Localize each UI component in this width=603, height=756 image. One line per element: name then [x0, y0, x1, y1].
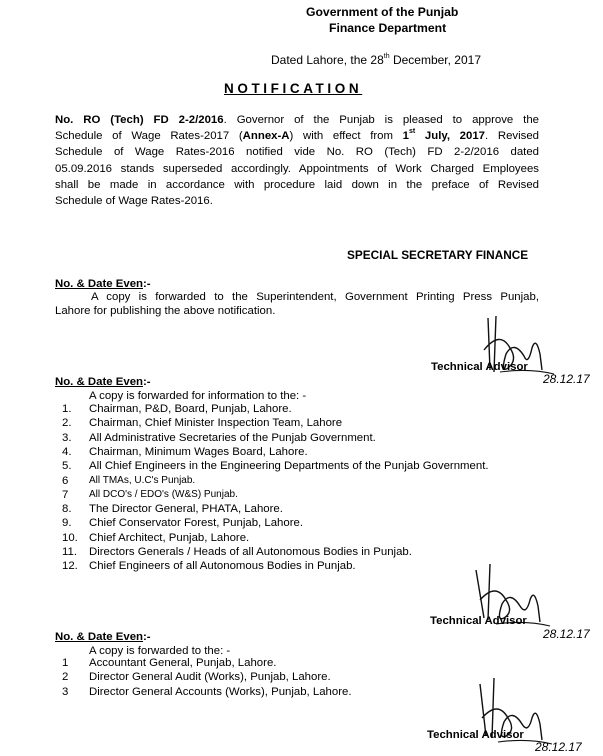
endorsement-heading: No. & Date Even:- — [55, 631, 151, 643]
endorsement-heading: No. & Date Even:- — [55, 376, 151, 388]
endorsement2-intro: A copy is forwarded for information to the: - — [89, 390, 307, 402]
notification-line: No. RO (Tech) FD 2-2/2016. Governor of the Punjab is pleased to approve the — [55, 114, 539, 126]
list-item: Chief Conservator Forest, Punjab, Lahore. — [89, 517, 304, 530]
list-item-number: 2 — [62, 671, 69, 684]
notification-line: shall be made in accordance with procedure laid down in the preface of Revised — [55, 178, 539, 191]
list-item: Director General Accounts (Works), Punjab, Lahore. — [89, 685, 352, 698]
list-item-number: 1. — [62, 403, 72, 415]
list-item: Chairman, Chief Minister Inspection Team, Lahore — [89, 417, 343, 430]
list-item-number: 7 — [62, 488, 69, 501]
notification-title: NOTIFICATION — [224, 81, 363, 96]
list-item: Chairman, P&D, Board, Punjab, Lahore. — [89, 403, 292, 415]
list-item-number: 6 — [62, 474, 69, 487]
list-item: Accountant General, Punjab, Lahore. — [89, 657, 277, 669]
list-item: Directors Generals / Heads of all Autonomous Bodies in Punjab. — [89, 546, 412, 558]
endorsement1-body: A copy is forwarded to the Superintendent, Government Printing Press Punjab, Lahore for publishing the above notification. — [55, 291, 539, 317]
list-item-number: 10. — [62, 531, 78, 544]
notification-line: 05.09.2016 stands superseded accordingly. Appointments of Work Charged Employees — [55, 162, 539, 175]
signature-date-1: 28.12.17 — [543, 372, 590, 386]
list-item-number: 9. — [62, 517, 72, 530]
list-item-number: 11. — [62, 546, 77, 558]
signer-title-1: Technical Advisor — [431, 361, 528, 373]
notification-line: Schedule of Wage Rates-2016 notified vide No. RO (Tech) FD 2-2/2016 dated — [55, 146, 539, 159]
endorsement-heading: No. & Date Even:- — [55, 278, 151, 290]
signatory: SPECIAL SECRETARY FINANCE — [347, 248, 529, 262]
list-item-number: 12. — [62, 560, 78, 573]
list-item: The Director General, PHATA, Lahore. — [89, 503, 283, 516]
list-item: Chairman, Minimum Wages Board, Lahore. — [89, 445, 308, 458]
list-item: All Administrative Secretaries of the Punjab Government. — [89, 431, 376, 444]
list-item: All TMAs, U.C's Punjab. — [89, 474, 196, 486]
notification-line: Schedule of Wage Rates-2016. — [55, 194, 213, 207]
list-item-number: 5. — [62, 460, 72, 473]
notification-line: Schedule of Wage Rates-2017 (Annex-A) with effect from 1st July, 2017. Revised — [55, 128, 539, 143]
government-title: Government of the Punjab — [306, 5, 459, 19]
notification-body — [55, 112, 539, 209]
list-item-number: 3 — [62, 685, 69, 698]
signer-title-3: Technical Advisor — [427, 729, 524, 741]
department-title: Finance Department — [329, 21, 447, 35]
list-item-number: 3. — [62, 431, 72, 444]
list-item: Chief Engineers of all Autonomous Bodies in Punjab. — [89, 560, 356, 573]
list-item: Director General Audit (Works), Punjab, Lahore. — [89, 671, 331, 684]
list-item-number: 1 — [62, 657, 69, 669]
list-item: Chief Architect, Punjab, Lahore. — [89, 531, 250, 544]
endorsement3-intro: A copy is forwarded to the: - — [89, 645, 231, 657]
signer-title-2: Technical Advisor — [430, 615, 527, 627]
list-item: All Chief Engineers in the Engineering Departments of the Punjab Government. — [89, 460, 489, 473]
signature-date-3: 28.12.17 — [535, 740, 582, 754]
list-item-number: 2. — [62, 417, 72, 430]
dated-line: Dated Lahore, the 28th December, 2017 — [271, 53, 481, 67]
signature-date-2: 28.12.17 — [543, 627, 590, 641]
list-item-number: 4. — [62, 445, 72, 458]
list-item-number: 8. — [62, 503, 72, 516]
list-item: All DCO's / EDO's (W&S) Punjab. — [89, 488, 238, 500]
